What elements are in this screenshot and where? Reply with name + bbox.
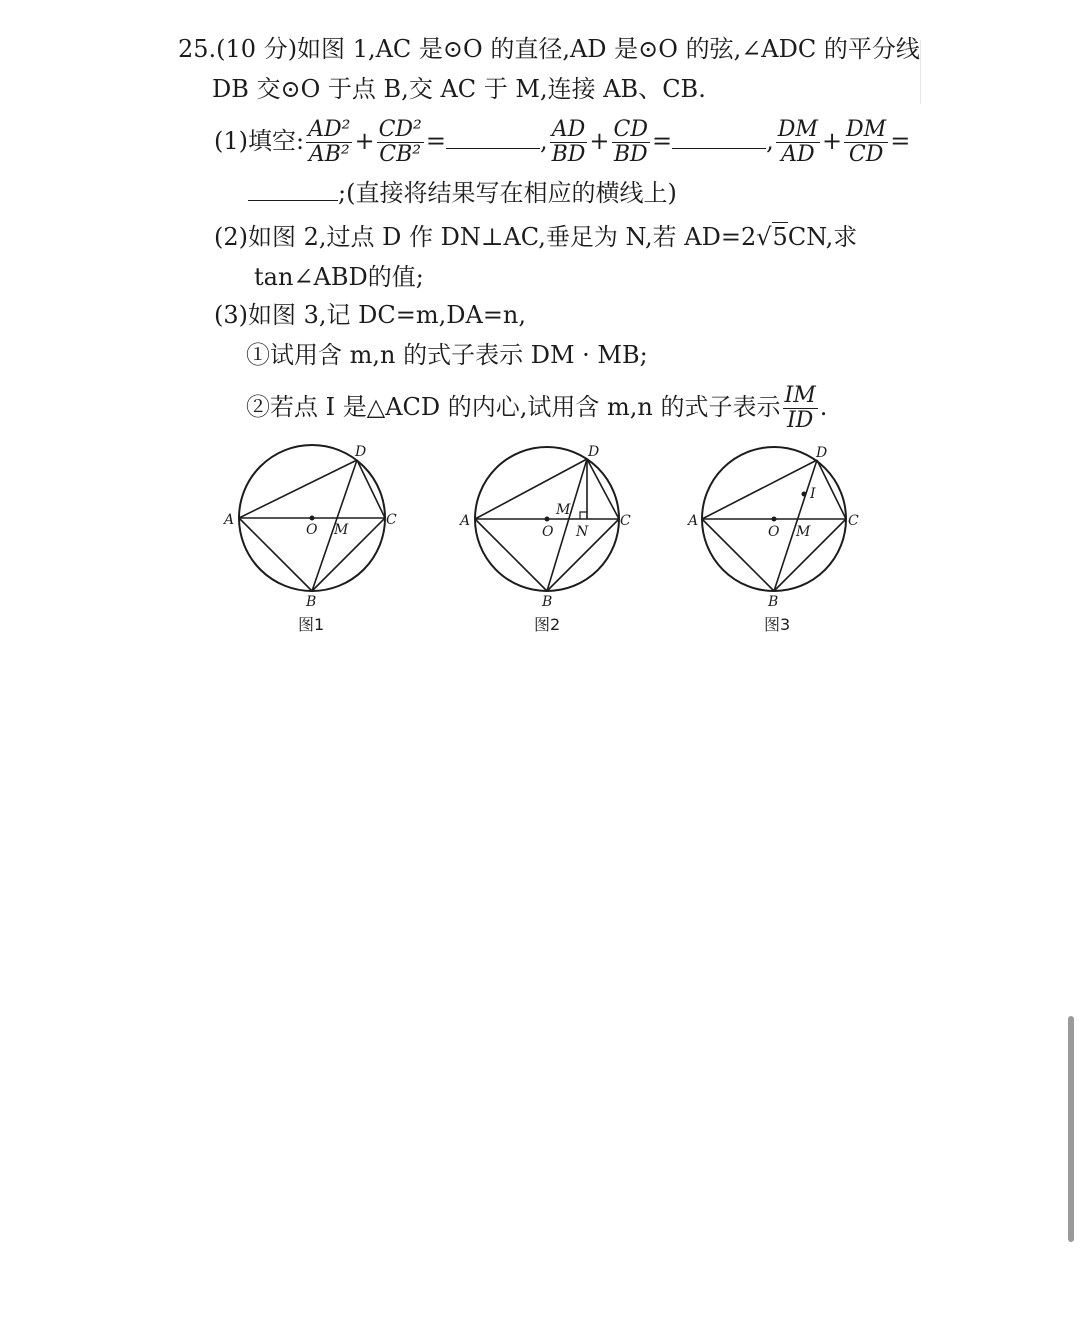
label-n: N: [576, 524, 589, 540]
plus-sign: +: [589, 127, 610, 155]
figure-1-caption: 图1: [298, 615, 325, 634]
plus-sign: +: [354, 127, 375, 155]
label-a: A: [460, 513, 471, 529]
part2-text-a: (2)如图 2,过点 D 作 DN⊥AC,垂足为 N,若 AD=2: [214, 223, 757, 251]
figure-2-caption: 图2: [534, 615, 561, 634]
chord-dc: [817, 460, 846, 519]
label-c: C: [386, 512, 397, 528]
part2-line-2: tan∠ABD的值;: [254, 263, 424, 291]
chord-dc: [357, 460, 385, 518]
center-dot: [772, 517, 777, 522]
figure-3: [688, 438, 888, 608]
answer-blank-2[interactable]: [672, 126, 766, 149]
figure-1: [224, 438, 414, 608]
frac-den: CD: [848, 142, 884, 167]
frac-den: AB²: [308, 142, 350, 167]
frac-den: BD: [613, 142, 648, 167]
answer-blank-1[interactable]: [446, 126, 540, 149]
part3-sub2-text: ②若点 I 是△ACD 的内心,试用含 m,n 的式子表示: [246, 393, 781, 421]
label-m: M: [334, 522, 349, 538]
fraction-im-id: [783, 384, 818, 433]
part1-line: [214, 116, 910, 167]
label-d: D: [588, 444, 600, 460]
incenter-dot: [802, 492, 807, 497]
part3-sub2: [246, 384, 827, 433]
problem-line-2: DB 交⊙O 于点 B,交 AC 于 M,连接 AB、CB.: [212, 75, 706, 103]
fraction-dm-cd: [844, 118, 888, 167]
figure-2: [462, 440, 652, 610]
label-b: B: [768, 594, 779, 610]
frac-num: IM: [784, 383, 816, 408]
frac-num: CD: [613, 117, 649, 142]
center-dot: [545, 517, 550, 522]
label-d: D: [816, 445, 828, 461]
equals-sign: =: [652, 127, 673, 155]
label-d: D: [355, 444, 367, 460]
center-dot: [310, 516, 315, 521]
comma: ,: [766, 127, 774, 155]
label-a: A: [688, 513, 699, 529]
part3-sub1: ①试用含 m,n 的式子表示 DM · MB;: [246, 341, 648, 369]
label-m: M: [796, 524, 811, 540]
part1-prefix: (1)填空:: [214, 127, 305, 155]
label-b: B: [306, 594, 317, 610]
part1-tail-line: [248, 178, 677, 208]
sqrt-radicand: 5: [772, 223, 788, 251]
problem-line-1: 25.(10 分)如图 1,AC 是⊙O 的直径,AD 是⊙O 的弦,∠ADC 的平分线: [178, 35, 920, 63]
fraction-dm-ad: [776, 118, 820, 167]
frac-num: AD: [551, 117, 586, 142]
frac-num: DM: [777, 117, 818, 142]
fraction-cd2-cb2: [377, 118, 424, 167]
part1-tail: ;(直接将结果写在相应的横线上): [338, 179, 677, 207]
divider-line: [920, 40, 921, 104]
frac-den: AD: [781, 142, 815, 167]
label-c: C: [848, 513, 859, 529]
figure-3-caption: 图3: [764, 615, 791, 634]
fraction-cd-bd: [612, 118, 650, 167]
equals-sign: =: [890, 127, 911, 155]
fraction-ad-bd: [550, 118, 588, 167]
part2-line: [214, 222, 857, 252]
frac-num: DM: [846, 117, 887, 142]
part2-text-b: CN,求: [787, 223, 858, 251]
right-angle-mark: [580, 512, 587, 519]
label-a: A: [224, 512, 235, 528]
chord-ab: [239, 518, 312, 591]
label-i: I: [810, 486, 816, 502]
figures-row: [210, 438, 890, 638]
plus-sign: +: [821, 127, 843, 155]
chord-cb: [312, 518, 385, 591]
period: .: [819, 393, 828, 421]
frac-den: BD: [551, 142, 586, 167]
frac-num: AD²: [308, 117, 351, 142]
sqrt-5: √5: [756, 223, 788, 251]
label-m: M: [556, 502, 571, 518]
label-o: O: [306, 522, 318, 538]
vertical-scrollbar[interactable]: [1068, 1016, 1074, 1242]
frac-den: ID: [786, 408, 814, 433]
part3-line: (3)如图 3,记 DC=m,DA=n,: [214, 301, 527, 329]
chord-dc: [587, 459, 619, 519]
frac-num: CD²: [378, 117, 422, 142]
equals-sign: =: [425, 127, 446, 155]
label-o: O: [768, 524, 780, 540]
frac-den: CB²: [379, 142, 422, 167]
comma: ,: [539, 127, 548, 155]
answer-blank-3[interactable]: [248, 178, 338, 201]
label-c: C: [620, 513, 631, 529]
label-b: B: [542, 594, 553, 610]
label-o: O: [542, 524, 554, 540]
fraction-ad2-ab2: [306, 118, 352, 167]
